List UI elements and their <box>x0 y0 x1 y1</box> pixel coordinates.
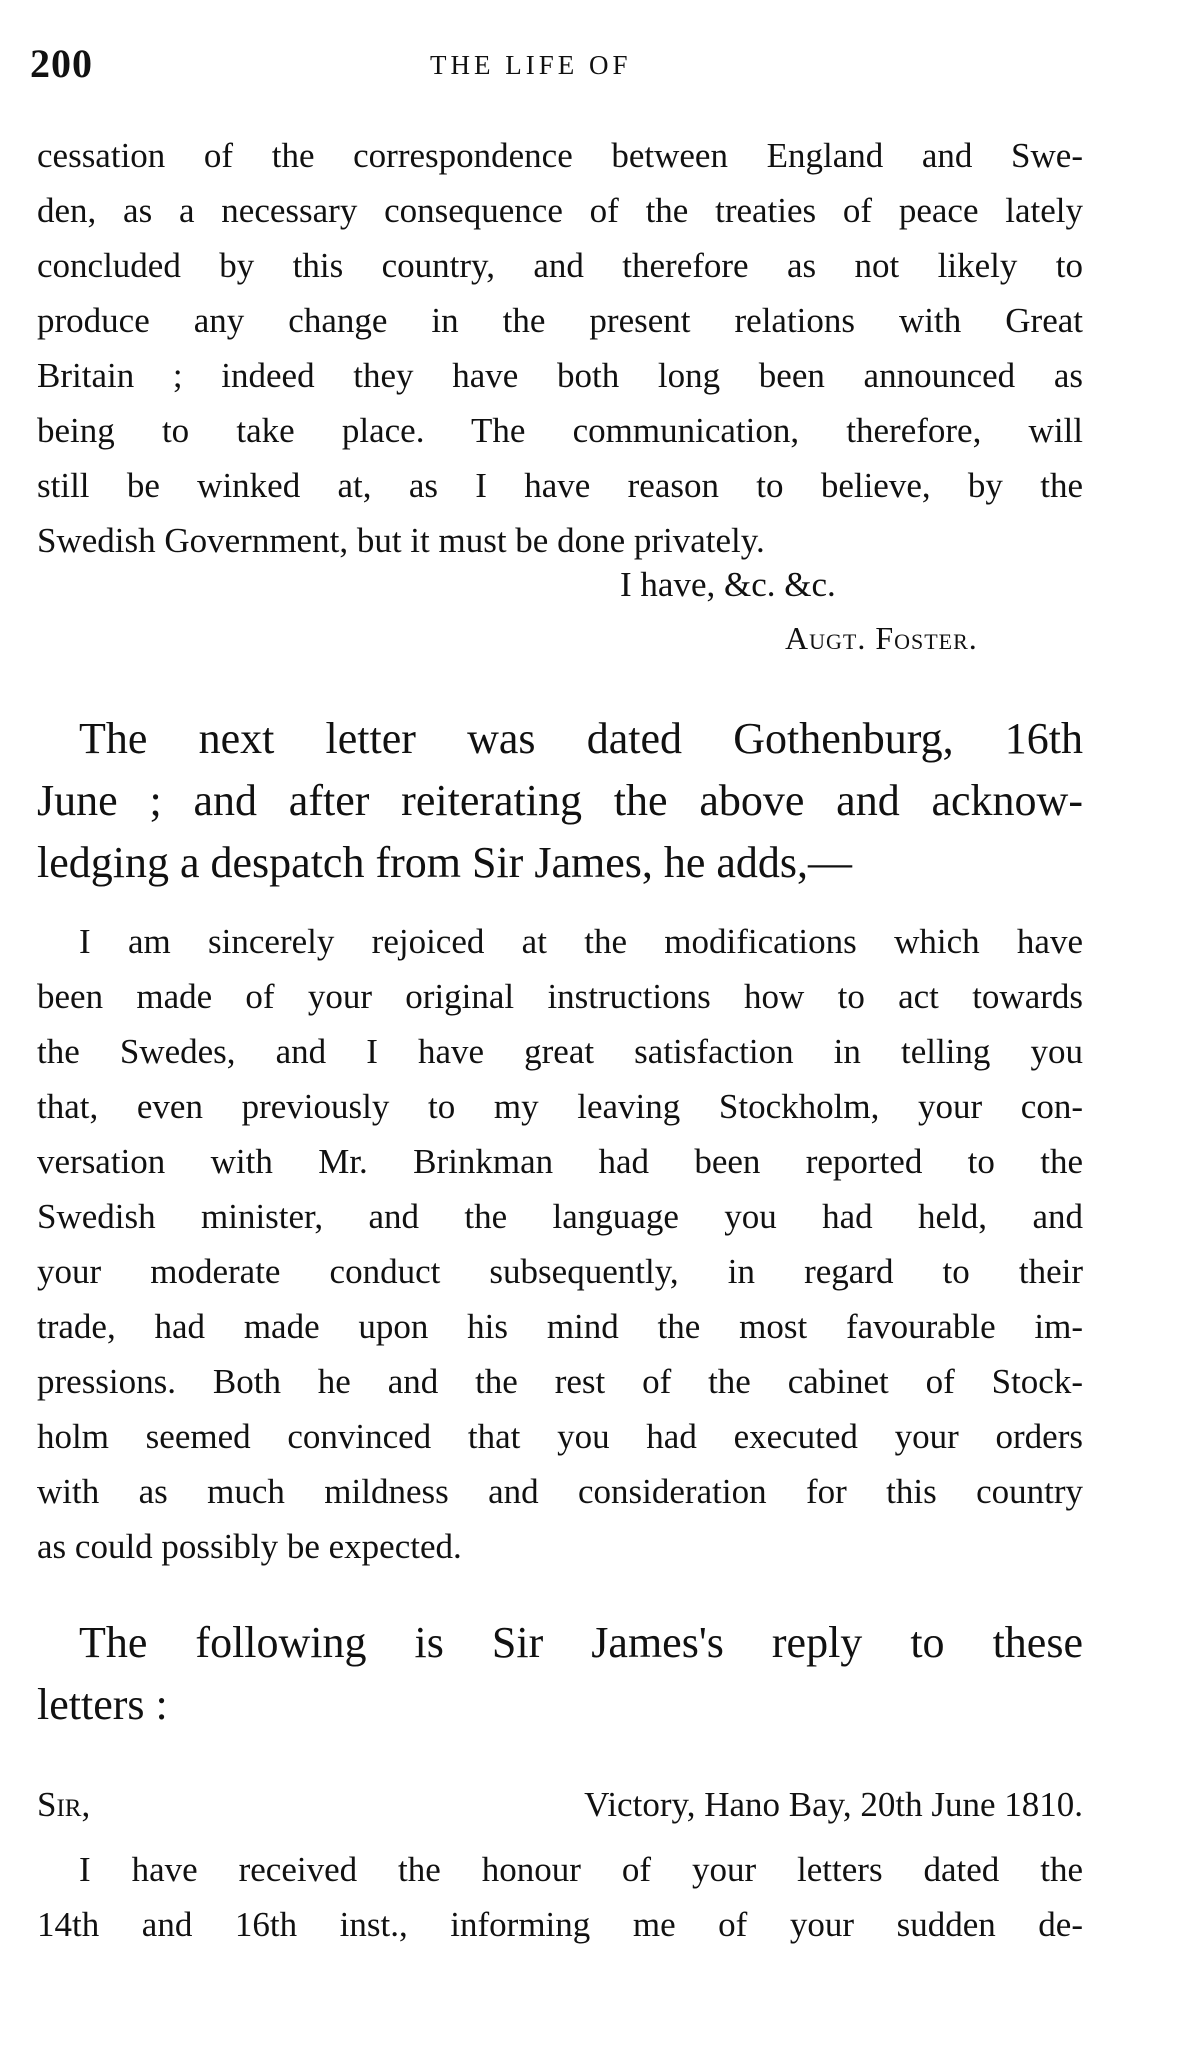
text-line: 14th and 16th inst., informing me of your sudden de- <box>37 1905 1083 1944</box>
letter-gothenburg-quote <box>37 914 1083 1574</box>
text-line: pressions. Both he and the rest of the cabinet of Stock- <box>37 1362 1083 1401</box>
text-line: your moderate conduct subsequently, in regard to their <box>37 1252 1083 1291</box>
text-line: concluded by this country, and therefore as not likely to <box>37 246 1083 285</box>
text-line: been made of your original instructions how to act towards <box>37 977 1083 1016</box>
text-line: trade, had made upon his mind the most favourable im- <box>37 1307 1083 1346</box>
text-line: still be winked at, as I have reason to believe, by the <box>37 466 1083 505</box>
letter-closing: I have, &c. &c. <box>620 565 836 604</box>
text-line: that, even previously to my leaving Stockholm, your con- <box>37 1087 1083 1126</box>
text-line: The following is Sir James's reply to these <box>79 1618 1083 1667</box>
text-line: The next letter was dated Gothenburg, 16th <box>79 714 1083 763</box>
text-line: versation with Mr. Brinkman had been reported to the <box>37 1142 1083 1181</box>
text-line: holm seemed convinced that you had executed your orders <box>37 1417 1083 1456</box>
page-header <box>30 40 1080 100</box>
text-line: I have received the honour of your letters dated the <box>79 1850 1083 1889</box>
running-title: THE LIFE OF <box>430 50 632 80</box>
text-line: June ; and after reiterating the above and acknow- <box>37 776 1083 825</box>
text-line: Swedish minister, and the language you had held, and <box>37 1197 1083 1236</box>
text-line: ledging a despatch from Sir James, he adds,— <box>37 838 853 887</box>
text-line: Swedish Government, but it must be done privately. <box>37 521 765 560</box>
salutation: Sir, <box>37 1785 91 1824</box>
letter-foster-continuation <box>37 128 1083 568</box>
dateline: Victory, Hano Bay, 20th June 1810. <box>584 1785 1083 1824</box>
text-line: den, as a necessary consequence of the treaties of peace lately <box>37 191 1083 230</box>
narrative-paragraph-next-letter <box>37 708 1083 894</box>
text-line: as could possibly be expected. <box>37 1527 462 1566</box>
text-line: I am sincerely rejoiced at the modifications which have <box>79 922 1083 961</box>
letter-reply-body <box>37 1842 1083 1952</box>
text-line: cessation of the correspondence between England and Swe- <box>37 136 1083 175</box>
text-line: being to take place. The communication, therefore, will <box>37 411 1083 450</box>
text-line: Britain ; indeed they have both long been announced as <box>37 356 1083 395</box>
text-line: letters : <box>37 1680 168 1729</box>
letter-signature: Augt. Foster. <box>785 620 978 656</box>
text-line: the Swedes, and I have great satisfaction in telling you <box>37 1032 1083 1071</box>
page-number: 200 <box>30 41 93 86</box>
narrative-paragraph-reply-intro <box>37 1612 1083 1736</box>
text-line: produce any change in the present relations with Great <box>37 301 1083 340</box>
text-line: with as much mildness and consideration for this country <box>37 1472 1083 1511</box>
